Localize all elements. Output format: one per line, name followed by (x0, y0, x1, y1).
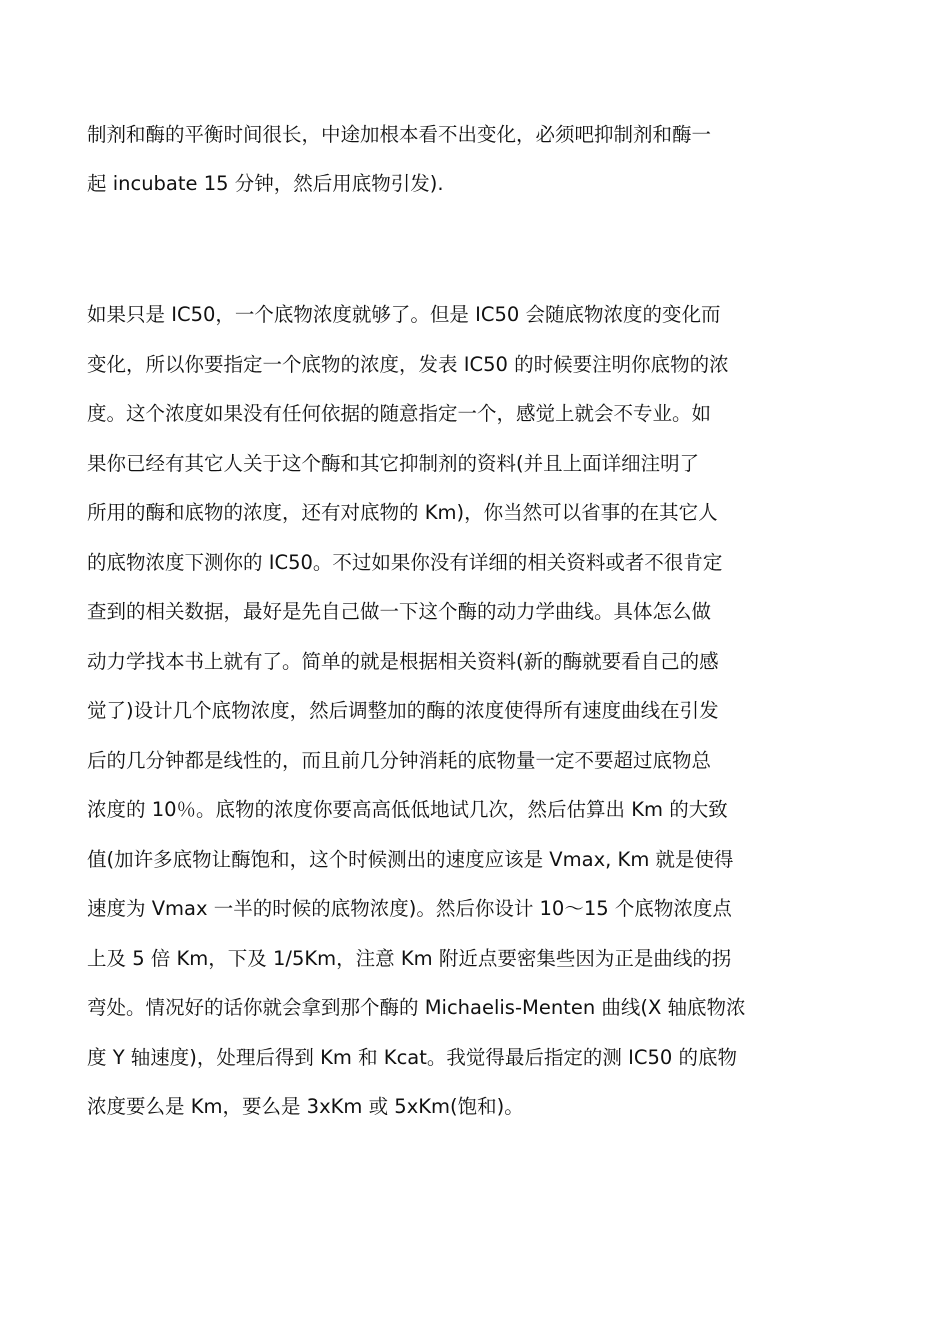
text-line: 的底物浓度下测你的 IC50。不过如果你没有详细的相关资料或者不很肯定 (87, 550, 723, 574)
text-line: 浓度要么是 Km，要么是 3xKm 或 5xKm(饱和)。 (87, 1095, 524, 1118)
text-line: 变化，所以你要指定一个底物的浓度，发表 IC50 的时候要注明你底物的浓 (87, 352, 729, 376)
text-line: 如果只是 IC50，一个底物浓度就够了。但是 IC50 会随底物浓度的变化而 (87, 303, 721, 326)
text-line: 后的几分钟都是线性的，而且前几分钟消耗的底物量一定不要超过底物总 (87, 748, 712, 772)
text-line: 度 Y 轴速度)，处理后得到 Km 和 Kcat。我觉得最后指定的测 IC50 的底物 (87, 1045, 737, 1069)
text-line: 查到的相关数据，最好是先自己做一下这个酶的动力学曲线。具体怎么做 (87, 600, 712, 623)
text-line: 弯处。情况好的话你就会拿到那个酶的 Michaelis-Menten 曲线(X 轴底物浓 (87, 996, 746, 1019)
text-line: 上及 5 倍 Km，下及 1/5Km，注意 Km 附近点要密集些因为正是曲线的拐 (87, 946, 732, 970)
text-line: 度。这个浓度如果没有任何依据的随意指定一个，感觉上就会不专业。如 (87, 402, 712, 425)
text-line: 果你已经有其它人关于这个酶和其它抑制剂的资料(并且上面详细注明了 (87, 451, 700, 475)
text-line: 觉了)设计几个底物浓度，然后调整加的酶的浓度使得所有速度曲线在引发 (87, 699, 719, 722)
text-line: 值(加许多底物让酶饱和，这个时候测出的速度应该是 Vmax, Km 就是使得 (87, 847, 734, 871)
text-line: 所用的酶和底物的浓度，还有对底物的 Km)，你当然可以省事的在其它人 (87, 501, 718, 524)
text-line: 起 incubate 15 分钟，然后用底物引发). (87, 172, 444, 195)
text-line: 动力学找本书上就有了。简单的就是根据相关资料(新的酶就要看自己的感 (87, 649, 719, 673)
text-line: 浓度的 10％。底物的浓度你要高高低低地试几次，然后估算出 Km 的大致 (87, 798, 728, 821)
text-line: 速度为 Vmax 一半的时候的底物浓度)。然后你设计 10～15 个底物浓度点 (87, 897, 732, 920)
text-line: 制剂和酶的平衡时间很长，中途加根本看不出变化，必须吧抑制剂和酶一 (87, 123, 712, 146)
